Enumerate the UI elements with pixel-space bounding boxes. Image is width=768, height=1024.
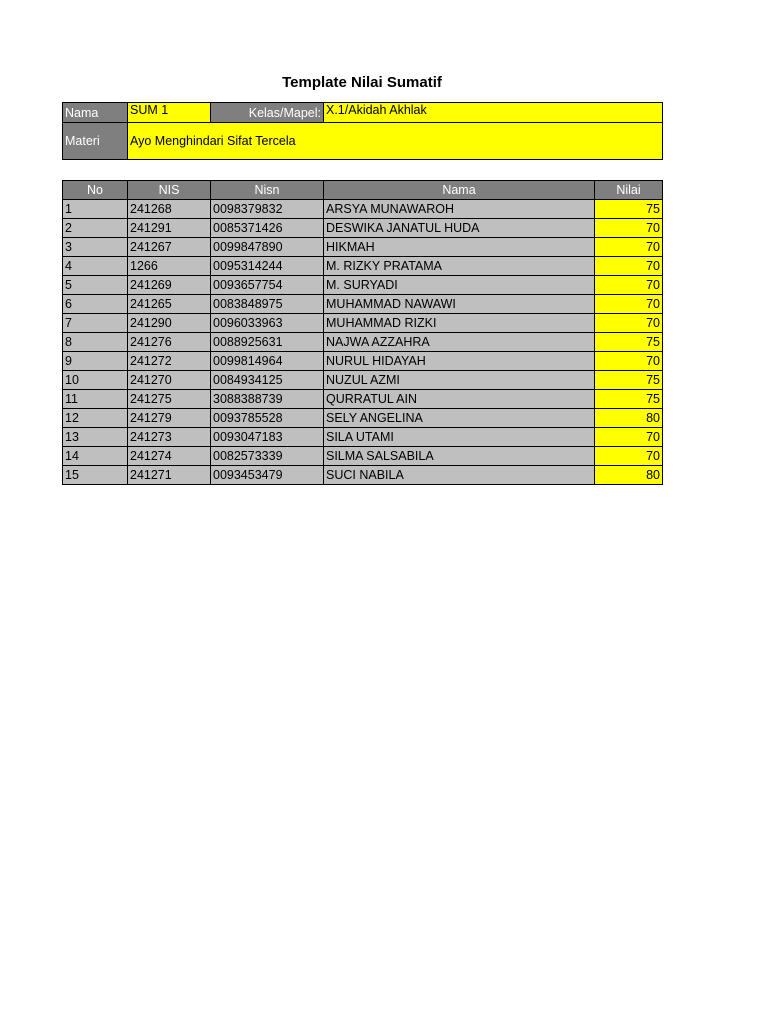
- column-header-no: No: [63, 181, 128, 200]
- kelas-label: Kelas/Mapel:: [211, 103, 324, 123]
- cell-nis[interactable]: 241275: [128, 390, 211, 409]
- cell-nama[interactable]: MUHAMMAD RIZKI: [324, 314, 595, 333]
- cell-nama[interactable]: SELY ANGELINA: [324, 409, 595, 428]
- table-row: [63, 371, 663, 390]
- cell-nama[interactable]: NUZUL AZMI: [324, 371, 595, 390]
- cell-nisn[interactable]: 0093047183: [211, 428, 324, 447]
- cell-nama[interactable]: SILA UTAMI: [324, 428, 595, 447]
- cell-no[interactable]: 14: [63, 447, 128, 466]
- cell-nilai[interactable]: 75: [595, 333, 663, 352]
- table-row: [63, 428, 663, 447]
- column-header-nis: NIS: [128, 181, 211, 200]
- cell-nilai[interactable]: 70: [595, 238, 663, 257]
- cell-nis[interactable]: 241274: [128, 447, 211, 466]
- cell-nama[interactable]: HIKMAH: [324, 238, 595, 257]
- cell-nilai[interactable]: 70: [595, 314, 663, 333]
- table-row: [63, 333, 663, 352]
- cell-nilai[interactable]: 80: [595, 409, 663, 428]
- table-row: [63, 352, 663, 371]
- cell-no[interactable]: 15: [63, 466, 128, 485]
- cell-nilai[interactable]: 75: [595, 371, 663, 390]
- page-title: Template Nilai Sumatif: [282, 74, 442, 91]
- cell-nilai[interactable]: 70: [595, 447, 663, 466]
- cell-nilai[interactable]: 70: [595, 352, 663, 371]
- cell-nis[interactable]: 241269: [128, 276, 211, 295]
- cell-nisn[interactable]: 0093453479: [211, 466, 324, 485]
- materi-value-cell[interactable]: Ayo Menghindari Sifat Tercela: [128, 123, 663, 160]
- cell-nisn[interactable]: 0093785528: [211, 409, 324, 428]
- cell-no[interactable]: 3: [63, 238, 128, 257]
- cell-nis[interactable]: 241268: [128, 200, 211, 219]
- cell-no[interactable]: 6: [63, 295, 128, 314]
- cell-nama[interactable]: ARSYA MUNAWAROH: [324, 200, 595, 219]
- cell-nis[interactable]: 241267: [128, 238, 211, 257]
- table-row: [63, 238, 663, 257]
- column-header-nama: Nama: [324, 181, 595, 200]
- kelas-value-cell[interactable]: X.1/Akidah Akhlak: [324, 103, 663, 123]
- cell-nisn[interactable]: 0098379832: [211, 200, 324, 219]
- cell-nilai[interactable]: 70: [595, 428, 663, 447]
- cell-no[interactable]: 10: [63, 371, 128, 390]
- cell-nis[interactable]: 241290: [128, 314, 211, 333]
- cell-nama[interactable]: M. RIZKY PRATAMA: [324, 257, 595, 276]
- cell-nama[interactable]: NAJWA AZZAHRA: [324, 333, 595, 352]
- cell-no[interactable]: 9: [63, 352, 128, 371]
- cell-nilai[interactable]: 70: [595, 257, 663, 276]
- table-row: [63, 447, 663, 466]
- table-row: [63, 466, 663, 485]
- column-header-nisn: Nisn: [211, 181, 324, 200]
- cell-no[interactable]: 11: [63, 390, 128, 409]
- nama-label: Nama: [63, 103, 128, 123]
- cell-nisn[interactable]: 3088388739: [211, 390, 324, 409]
- cell-nisn[interactable]: 0083848975: [211, 295, 324, 314]
- cell-nisn[interactable]: 0093657754: [211, 276, 324, 295]
- cell-nisn[interactable]: 0084934125: [211, 371, 324, 390]
- cell-nisn[interactable]: 0096033963: [211, 314, 324, 333]
- cell-nisn[interactable]: 0099814964: [211, 352, 324, 371]
- cell-nisn[interactable]: 0099847890: [211, 238, 324, 257]
- cell-nis[interactable]: 241291: [128, 219, 211, 238]
- cell-no[interactable]: 7: [63, 314, 128, 333]
- cell-nisn[interactable]: 0085371426: [211, 219, 324, 238]
- table-row: [63, 219, 663, 238]
- cell-nama[interactable]: NURUL HIDAYAH: [324, 352, 595, 371]
- cell-no[interactable]: 1: [63, 200, 128, 219]
- cell-nis[interactable]: 241271: [128, 466, 211, 485]
- cell-nama[interactable]: DESWIKA JANATUL HUDA: [324, 219, 595, 238]
- cell-nama[interactable]: MUHAMMAD NAWAWI: [324, 295, 595, 314]
- table-row: [63, 200, 663, 219]
- cell-nama[interactable]: QURRATUL AIN: [324, 390, 595, 409]
- table-row: [63, 314, 663, 333]
- cell-nis[interactable]: 241279: [128, 409, 211, 428]
- cell-nilai[interactable]: 80: [595, 466, 663, 485]
- info-table: [62, 102, 663, 160]
- info-row-nama: [63, 103, 663, 123]
- cell-nis[interactable]: 241265: [128, 295, 211, 314]
- cell-nama[interactable]: SUCI NABILA: [324, 466, 595, 485]
- cell-nilai[interactable]: 75: [595, 390, 663, 409]
- table-row: [63, 257, 663, 276]
- cell-nis[interactable]: 1266: [128, 257, 211, 276]
- table-row: [63, 390, 663, 409]
- materi-label: Materi: [63, 123, 128, 160]
- cell-no[interactable]: 2: [63, 219, 128, 238]
- grades-table: [62, 180, 663, 485]
- cell-nilai[interactable]: 75: [595, 200, 663, 219]
- table-header-row: [63, 181, 663, 200]
- cell-nama[interactable]: SILMA SALSABILA: [324, 447, 595, 466]
- table-row: [63, 295, 663, 314]
- grades-table-body: [63, 200, 663, 485]
- cell-no[interactable]: 12: [63, 409, 128, 428]
- cell-nama[interactable]: M. SURYADI: [324, 276, 595, 295]
- info-row-materi: [63, 123, 663, 160]
- table-row: [63, 276, 663, 295]
- cell-nilai[interactable]: 70: [595, 276, 663, 295]
- cell-nisn[interactable]: 0082573339: [211, 447, 324, 466]
- cell-nilai[interactable]: 70: [595, 295, 663, 314]
- cell-no[interactable]: 4: [63, 257, 128, 276]
- cell-no[interactable]: 8: [63, 333, 128, 352]
- nama-value-cell[interactable]: SUM 1: [128, 103, 211, 123]
- column-header-nilai: Nilai: [595, 181, 663, 200]
- cell-no[interactable]: 5: [63, 276, 128, 295]
- cell-nisn[interactable]: 0088925631: [211, 333, 324, 352]
- cell-nilai[interactable]: 70: [595, 219, 663, 238]
- cell-nis[interactable]: 241273: [128, 428, 211, 447]
- cell-nisn[interactable]: 0095314244: [211, 257, 324, 276]
- cell-nis[interactable]: 241270: [128, 371, 211, 390]
- cell-no[interactable]: 13: [63, 428, 128, 447]
- table-row: [63, 409, 663, 428]
- cell-nis[interactable]: 241276: [128, 333, 211, 352]
- cell-nis[interactable]: 241272: [128, 352, 211, 371]
